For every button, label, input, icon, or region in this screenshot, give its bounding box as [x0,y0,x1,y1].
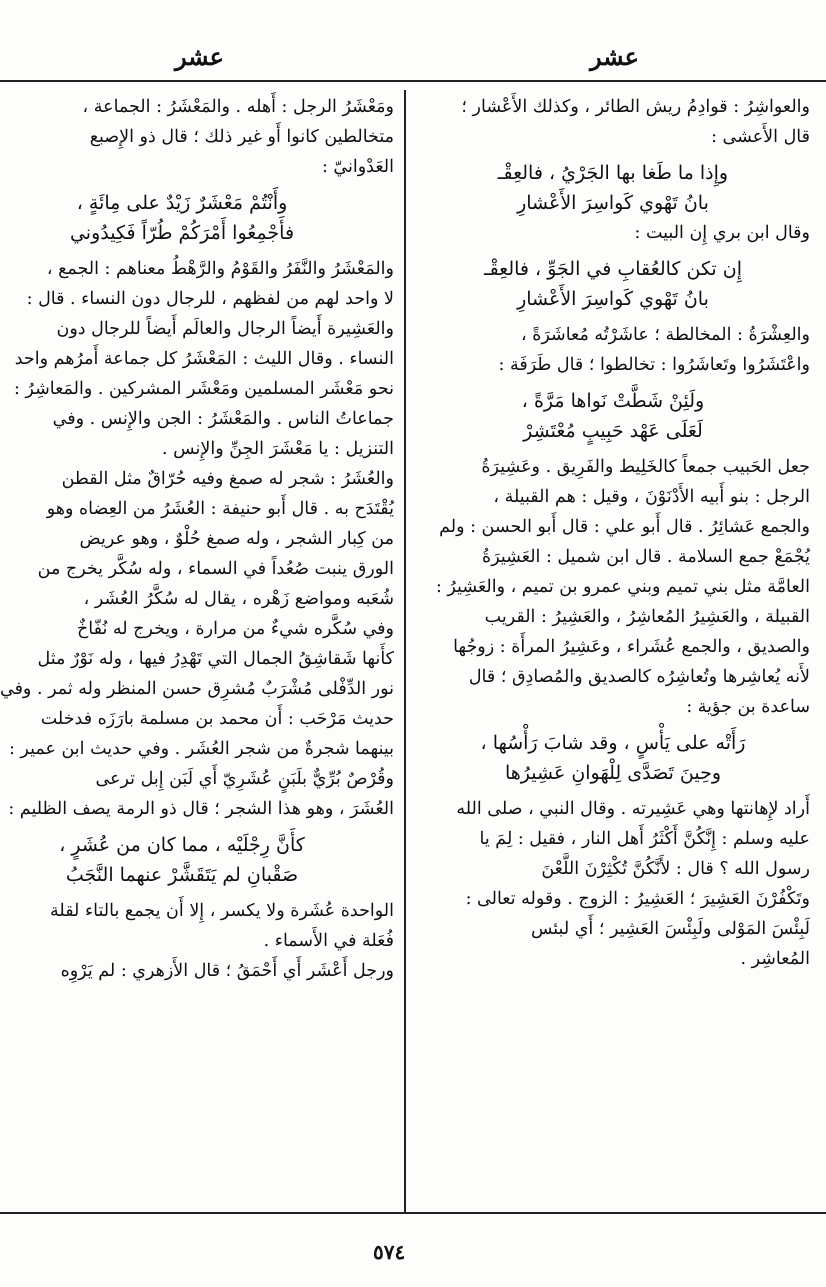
text-line: وقُرْصٌ بُرِّيٌّ بلَبَنٍ عُشَرِيّ أَي لَبَن إِبل ترعى [95,769,394,789]
verse-line: بانُ تَهْوي كَواسِرَ الأَعْشارِ [517,192,709,214]
text-line: ساعدة بن جؤية : [686,697,810,717]
page-number: ٥٧٤ [373,1240,406,1264]
text-line: والصديق ، والجمع عُشَراء ، وعَشِيرُ المرأَة : زوجُها [453,637,810,657]
text-line: الرجل : بنو أَبيه الأَدْنَوْنَ ، وقيل : هم القبيلة ، [493,487,810,507]
left-column [0,92,394,1207]
text-line: متخالطين كانوا أَو غير ذلك ؛ قال ذو الإِصبع [89,127,394,147]
text-line: والمَعْشَرُ والنَّفَرُ والقَوْمُ والرَّهْطُ معناهم : الجمع ، [46,259,394,279]
header-rule [0,80,826,82]
verse-line: كأَنَّ رِجْلَيْه ، مما كان من عُشَرٍ ، [59,834,305,856]
verse-line: بانُ تَهْوي كَواسِرَ الأَعْشارِ [517,288,709,310]
running-head-right: عشر [590,42,639,71]
text-line: قال الأَعشى : [711,127,810,147]
text-line: لأَنه يُعاشِرها وتُعاشِرُه كالصديق والمُصادِق ؛ قال [468,667,810,687]
text-line: جعل الحَبيب جمعاً كالخَلِيط والفَرِيق . وعَشِيرَةُ [481,457,810,477]
footer-rule [0,1212,826,1214]
text-line: العُشَرَ ، وهو هذا الشجر ؛ قال ذو الرمة يصف الظليم : [8,799,394,819]
verse-line: إِن تكن كالعُقابِ في الجَوِّ ، فالعِقْـ [484,258,742,280]
text-line: رسول الله ؟ قال : لأَنَّكُنَّ تُكْثِرْنَ اللَّعْنَ [541,859,810,879]
text-line: الواحدة عُشَرة ولا يكسر ، إِلا أَن يجمع بالتاء لقلة [50,901,394,921]
verse-line: رَأَتْه على يَأْسٍ ، وقد شابَ رَأْسُها ، [480,732,746,754]
text-line: النساء . وقال الليث : المَعْشَرُ كل جماعة أَمرُهم واحد [14,349,394,369]
text-line: التنزيل : يا مَعْشَرَ الجِنِّ والإِنس . [162,439,394,459]
text-line: أَراد لإِهانتها وهي عَشِيرته . وقال النبي ، صلى الله [456,799,810,819]
text-line: والعواشِرُ : قوادِمُ ريش الطائر ، وكذلك الأَعْشار ؛ [461,97,810,117]
text-line: من كِبار الشجر ، وله صمغ حُلْوٌ ، وهو عريض [79,529,394,549]
verse-line: وإِذا ما طَغا بها الجَرْيُ ، فالعِقْـ [497,162,729,184]
verse-line: وأَنْتُمْ مَعْشَرٌ زَيْدٌ على مِائَةٍ ، [76,192,288,214]
text-line: نحو مَعْشَر المسلمين ومَعْشَر المشركين . والمَعاشِرُ : [13,379,394,399]
verse-line: فأَجْمِعُوا أَمْرَكُمْ طُرّاً فَكِيدُوني [69,222,295,244]
text-line: الورق ينبت صُعُداً في السماء ، وله سُكَّر يخرج من [37,559,394,579]
verse-line: صَقْبانِ لم يَتَقَشَّرْ عنهما النَّجَبُ [65,864,299,886]
text-line: القبيلة ، والعَشِيرُ المُعاشِرُ ، والعَشِيرُ : القريب [484,607,810,627]
text-line: ورجل أَعْشَر أَي أَحْمَقُ ؛ قال الأَزهري : لم يَرْوِه [60,961,394,981]
text-line: العامَّة مثل بني تميم وبني عمرو بن تميم ، والعَشِيرُ : [435,577,810,597]
text-line: واعْتَشَرُوا وتَعاشَرُوا : تخالطوا ؛ قال طَرَفَة : [498,355,810,375]
text-line: يُقْتَدَح به . قال أَبو حنيفة : العُشَرُ من العِضاه وهو [46,499,394,519]
text-line: والعَشِيرة أَيضاً الرجال والعالَم أَيضاً للرجال دون [56,319,394,339]
text-line: لا واحد لهم من لفظهم ، للرجال دون النساء . قال : [26,289,394,309]
text-line: والعُشَرُ : شجر له صمغ وفيه حُرّاقٌ مثل القطن [61,469,394,489]
right-column [416,92,810,1207]
verse-line: وحِينَ تَصَدَّى لِلْهَوانِ عَشِيرُها [504,762,722,784]
text-line: جماعاتُ الناس . والمَعْشَرُ : الجن والإِنس . وفي [52,409,394,429]
text-line: بينهما شجرةٌ من شجر العُشَر . وفي حديث ابن عمير : [8,739,394,759]
text-line: نور الدِّفْلى مُشْرَبٌ مُشرِق حسن المنظر وله ثمر . وفي [0,679,394,699]
text-line: يُجْمَعْ جمع السلامة . قال ابن شميل : العَشِيرَةُ [482,547,810,567]
text-line: عليه وسلم : إِنَّكُنَّ أَكْثَرُ أَهل النار ، فقيل : لِمَ يا [479,829,810,849]
running-head-left: عشر [175,42,224,71]
text-line: وفي سُكَّره شيءٌ من مرارة ، ويخرج له نُفّاخٌ [76,619,394,639]
text-line: العَدْوانيّ : [321,157,394,177]
text-line: فُعَلة في الأَسماء . [263,931,394,951]
column-divider [404,90,406,1212]
text-line: والجمع عَشائِرُ . قال أَبو علي : قال أَبو الحسن : ولم [439,517,810,537]
text-line: كأَنها شَقاشِقُ الجمال التي تَهْدِرُ فيها ، وله نَوْرٌ مثل [37,649,394,669]
text-line: المُعاشِر . [740,949,810,969]
text-line: وتَكْفُرْنَ العَشِيرَ ؛ العَشِيرُ : الزوج . وقوله تعالى : [465,889,810,909]
verse-line: ولَئِنْ شَطَّتْ نَواها مَرَّةً ، [521,390,705,412]
text-line: لَبِئْسَ المَوْلى ولَبِئْسَ العَشِير ؛ أَي لبئس [530,919,810,939]
text-line: وقال ابن بري إِن البيت : [634,223,810,243]
text-line: حديث مَرْحَب : أَن محمد بن مسلمة بارَزَه فدخلت [40,709,394,729]
verse-line: لَعَلَى عَهْد حَبِيبٍ مُعْتَشِرْ [523,420,703,442]
text-line: ومَعْشَرُ الرجل : أَهله . والمَعْشَرُ : الجماعة ، [82,97,394,117]
text-line: شُعَبه ومواضع زَهْره ، يقال له سُكَّرُ العُشَر ، [83,589,394,609]
text-line: والعِشْرَةُ : المخالطة ؛ عاشَرْتُه مُعاشَرَةً ، [521,325,810,345]
